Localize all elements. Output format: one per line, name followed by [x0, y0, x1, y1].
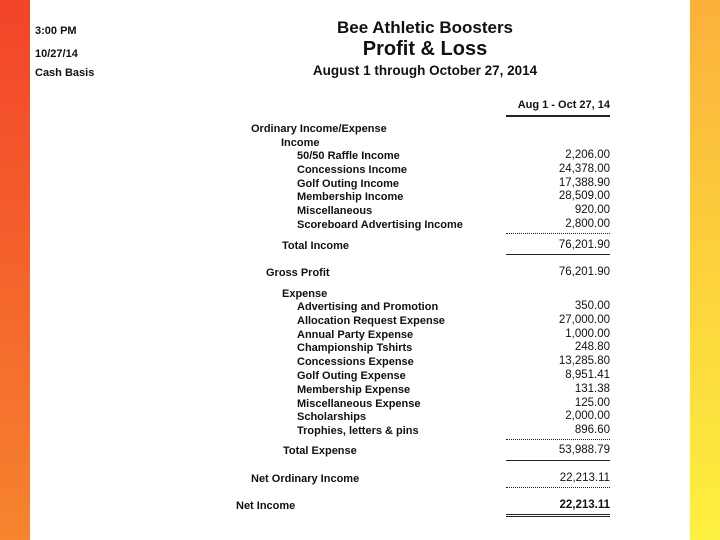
report-time: 3:00 PM [35, 25, 77, 37]
net-income-double-rule [506, 514, 610, 517]
total-expense-amount: 53,988.79 [558, 444, 610, 456]
line-item-amount: 920.00 [574, 204, 610, 217]
line-item-amount: 2,800.00 [565, 218, 610, 230]
total-income-label: Total Income [282, 240, 350, 252]
line-item-label: Membership Expense [297, 383, 411, 396]
line-item-amount: 28,509.00 [558, 190, 610, 203]
left-accent-bar [0, 0, 30, 540]
total-expense-label: Total Expense [283, 445, 357, 457]
line-item-amount: 2,000.00 [565, 410, 610, 423]
report-title: Profit & Loss [362, 38, 488, 60]
line-item-amount: 248.80 [574, 341, 610, 354]
column-header-rule [506, 115, 610, 117]
gross-profit-label: Gross Profit [266, 267, 330, 279]
section-ordinary: Ordinary Income/Expense [251, 123, 387, 135]
gross-profit-amount: 76,201.90 [558, 266, 610, 278]
line-item-amount: 8,951.41 [565, 369, 610, 381]
line-item-label: Concessions Expense [297, 356, 414, 369]
line-item-amount: 2,206.00 [565, 149, 610, 161]
line-item-label: 50/50 Raffle Income [297, 150, 400, 162]
net-ordinary-rule [506, 487, 610, 488]
report-period: August 1 through October 27, 2014 [312, 63, 538, 78]
total-expense-rule [506, 460, 610, 461]
line-item-amount: 1,000.00 [565, 327, 610, 340]
line-item-label: Annual Party Expense [297, 328, 414, 341]
line-item-amount: 27,000.00 [558, 313, 610, 326]
line-item-amount: 17,388.90 [558, 176, 610, 189]
line-item-amount: 896.60 [574, 424, 610, 437]
line-item-amount: 125.00 [574, 396, 610, 409]
line-item-amount: 13,285.80 [558, 355, 610, 368]
net-income-label: Net Income [236, 500, 296, 512]
organization-name: Bee Athletic Boosters [336, 18, 514, 37]
line-item-label: Miscellaneous [297, 205, 373, 218]
line-item-label: Advertising and Promotion [297, 301, 439, 313]
line-item-label: Golf Outing Expense [297, 370, 406, 382]
line-item-label: Concessions Income [297, 163, 408, 176]
net-income-amount: 22,213.11 [559, 499, 610, 511]
line-item-label: Scoreboard Advertising Income [297, 219, 463, 231]
line-item-label: Miscellaneous Expense [297, 397, 421, 410]
report-date: 10/27/14 [35, 48, 78, 60]
line-item-label: Championship Tshirts [297, 342, 413, 355]
net-ordinary-income-label: Net Ordinary Income [251, 473, 360, 485]
line-item-amount: 350.00 [574, 300, 610, 312]
expense-subtotal-rule [506, 439, 610, 440]
net-ordinary-income-amount: 22,213.11 [559, 472, 610, 484]
total-income-rule [506, 254, 610, 255]
line-item-label: Golf Outing Income [297, 177, 400, 190]
right-accent-bar [690, 0, 720, 540]
line-item-label: Scholarships [297, 411, 367, 424]
line-item-label: Trophies, letters & pins [297, 425, 419, 438]
line-item-label: Membership Income [297, 191, 404, 204]
report-basis: Cash Basis [35, 67, 95, 79]
line-item-label: Allocation Request Expense [297, 314, 445, 327]
section-expense: Expense [282, 288, 328, 300]
line-item-amount: 24,378.00 [558, 162, 610, 175]
column-header: Aug 1 - Oct 27, 14 [517, 99, 610, 111]
income-subtotal-rule [506, 233, 610, 234]
section-income: Income [281, 137, 320, 149]
line-item-amount: 131.38 [574, 382, 610, 395]
total-income-amount: 76,201.90 [558, 239, 610, 251]
